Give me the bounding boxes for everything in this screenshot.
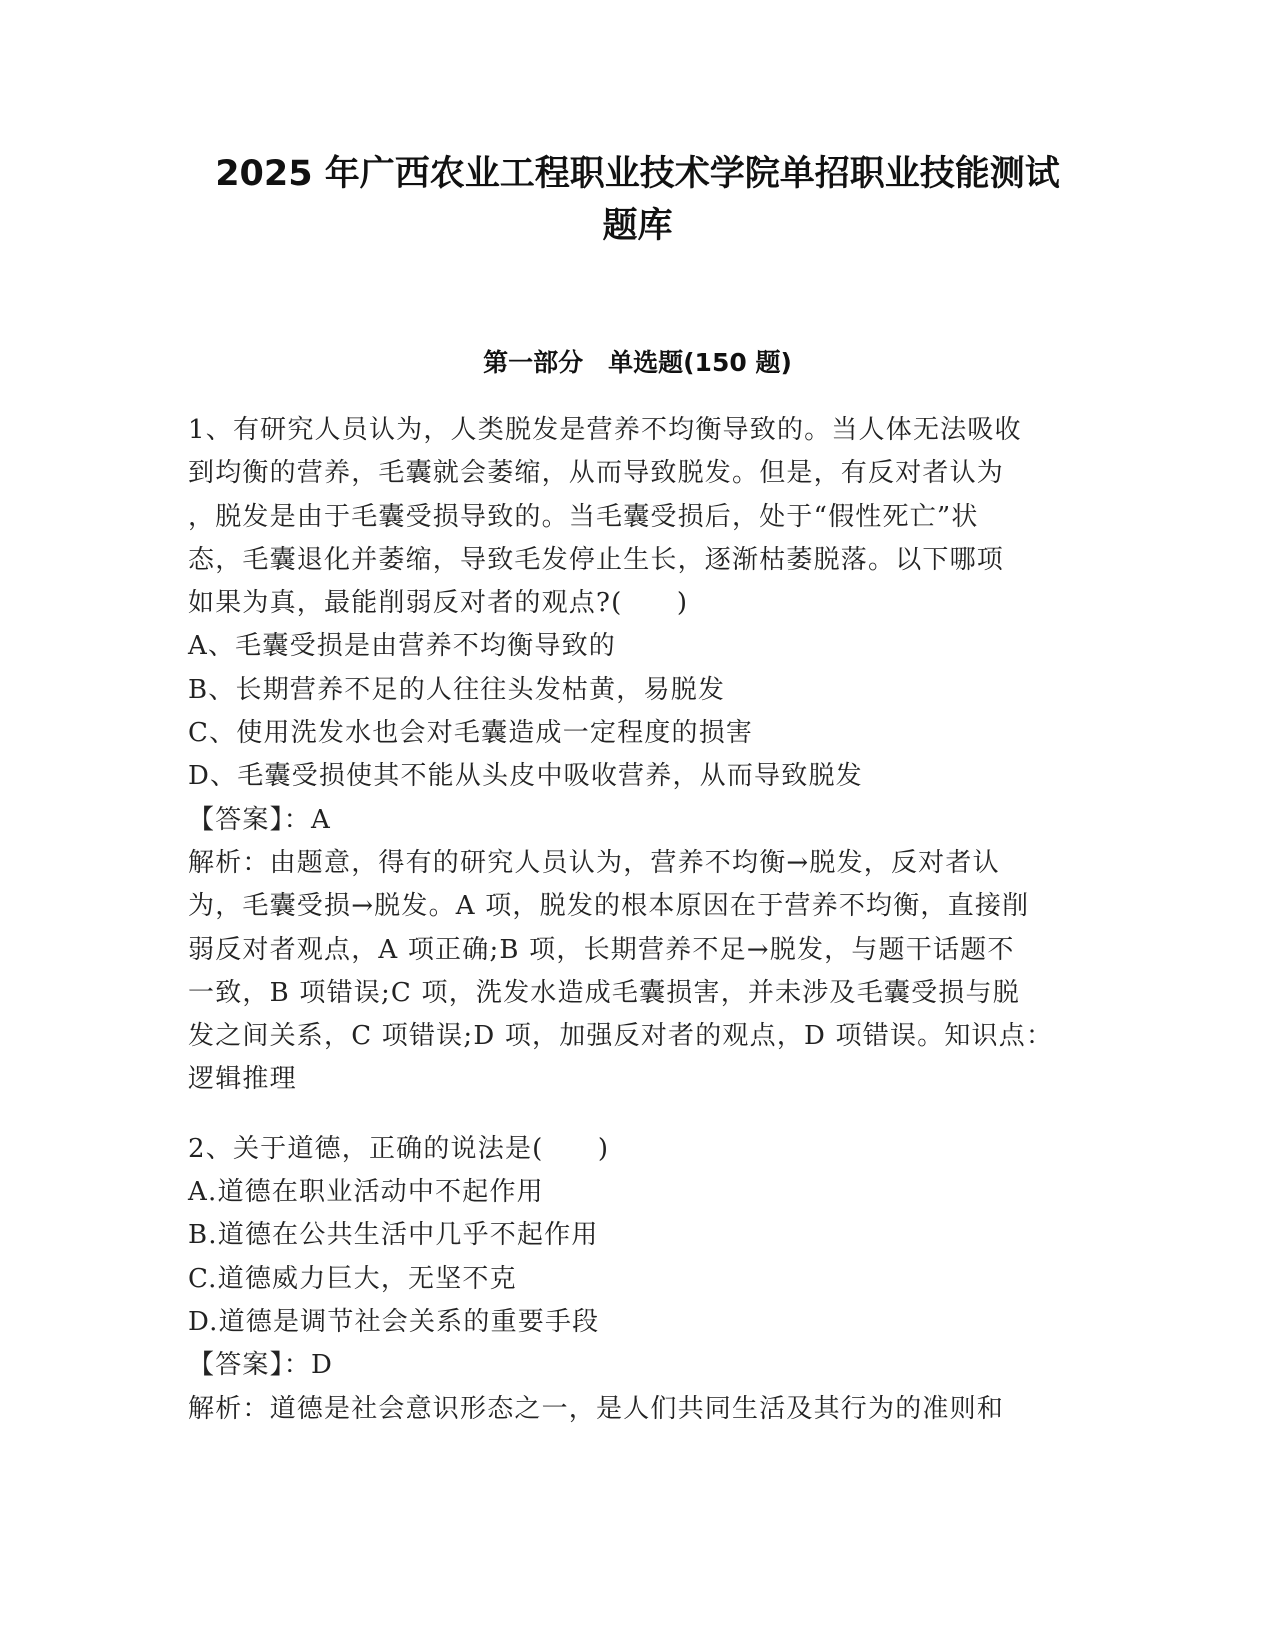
question-1-analysis-line: 一致，B 项错误;C 项，洗发水造成毛囊损害，并未涉及毛囊受损与脱 [188,977,1020,1008]
question-1-analysis-line: 发之间关系，C 项错误;D 项，加强反对者的观点，D 项错误。知识点： [188,1021,1054,1052]
question-2-stem [188,1128,1088,1171]
question-1-stem-line: 到均衡的营养，毛囊就会萎缩，从而导致脱发。但是，有反对者认为 [188,458,1005,489]
question-1-analysis-line: 逻辑推理 [188,1064,297,1095]
question-1-option-a: A、毛囊受损是由营养不均衡导致的 [188,631,616,662]
question-2-option-d: D.道德是调节社会关系的重要手段 [188,1306,600,1337]
question-1-stem-line: 1、有研究人员认为，人类脱发是营养不均衡导致的。当人体无法吸收 [188,415,1022,445]
question-2-option-b: B.道德在公共生活中几乎不起作用 [188,1220,599,1251]
question-list [188,409,1088,1431]
question-1-options [188,625,1088,798]
question-2-stem-line: 2、关于道德，正确的说法是( ) [188,1133,610,1164]
question-spacer [188,1102,1088,1128]
question-1-answer: 【答案】：A [188,804,331,835]
question-1-analysis-line: 弱反对者观点，A 项正确;B 项，长期营养不足→脱发，与题干话题不 [188,934,1015,965]
question-2 [188,1128,1088,1431]
document-title-line-1: 2025 年广西农业工程职业技术学院单招职业技能测试 [215,154,1060,194]
question-1-stem [188,409,1088,625]
question-1-stem-line: ，脱发是由于毛囊受损导致的。当毛囊受损后，处于“假性死亡”状 [188,501,979,532]
question-1-analysis [188,842,1088,1102]
question-2-answer: 【答案】：D [188,1350,334,1381]
question-2-option-c: C.道德威力巨大，无坚不克 [188,1263,517,1294]
question-2-analysis [188,1388,1088,1431]
question-1-analysis-line: 为，毛囊受损→脱发。A 项，脱发的根本原因在于营养不均衡，直接削 [188,891,1030,922]
question-2-analysis-line: 解析：道德是社会意识形态之一，是人们共同生活及其行为的准则和 [188,1393,1005,1424]
section-heading: 第一部分 单选题(150 题) [483,348,792,377]
question-1-option-b: B、长期营养不足的人往往头发枯黄，易脱发 [188,674,726,705]
question-2-options [188,1171,1088,1344]
document-title [150,148,1125,252]
question-2-option-a: A.道德在职业活动中不起作用 [188,1177,544,1208]
question-1-option-c: C、使用洗发水也会对毛囊造成一定程度的损害 [188,718,754,749]
question-1-analysis-line: 解析：由题意，得有的研究人员认为，营养不均衡→脱发，反对者认 [188,847,1000,878]
question-1-stem-line: 如果为真，最能削弱反对者的观点?( ) [188,588,689,619]
question-1 [188,409,1088,1102]
document-title-line-2: 题库 [602,206,673,246]
question-1-option-d: D、毛囊受损使其不能从头皮中吸收营养，从而导致脱发 [188,761,863,792]
question-1-stem-line: 态，毛囊退化并萎缩，导致毛发停止生长，逐渐枯萎脱落。以下哪项 [188,544,1005,575]
